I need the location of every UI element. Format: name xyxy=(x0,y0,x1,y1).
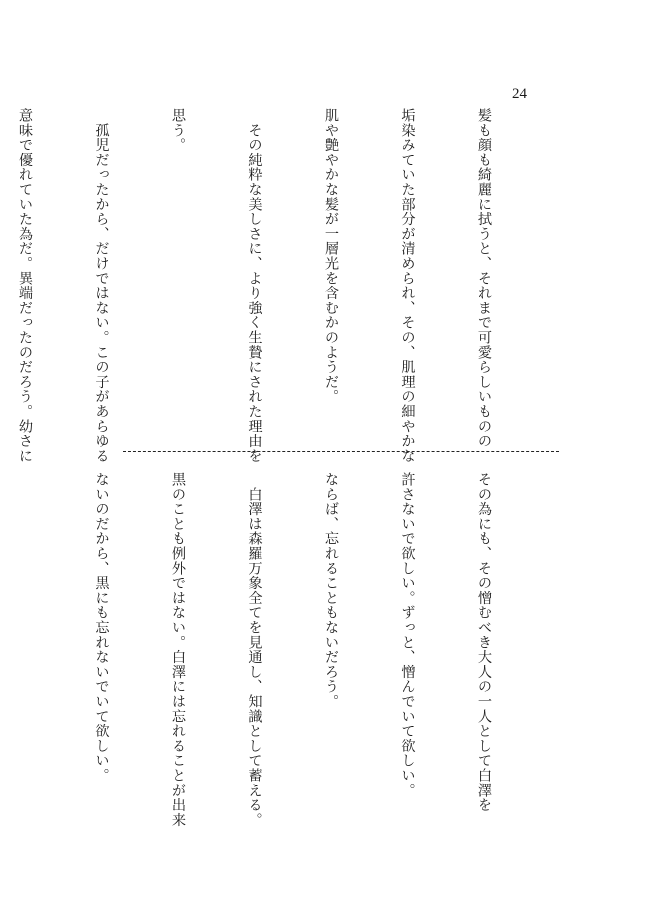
text-line: ならば、忘れることもないだろう。 xyxy=(323,472,339,709)
section-divider xyxy=(123,451,559,452)
text-line: 黒のことも例外ではない。白澤には忘れることが出来 xyxy=(170,472,186,828)
page-number: 24 xyxy=(512,86,527,102)
text-line: 許さないで欲しい。ずっと、憎んでいて欲しい。 xyxy=(399,472,416,798)
text-line: 孤児だったから、だけではない。この子があらゆる xyxy=(93,108,110,464)
text-line: 肌や艶やかな髪が一層光を含むかのようだ。 xyxy=(323,108,339,404)
text-line: 垢染みていた部分が清められ、その、肌理の細やかな xyxy=(399,108,416,464)
text-line: 意味で優れていた為だ。異端だったのだろう。幼さに xyxy=(17,108,33,464)
text-line: 思う。 xyxy=(170,108,186,153)
text-line: 髪も顔も綺麗に拭うと、それまで可愛らしいものの xyxy=(476,108,492,449)
text-line: 白澤は森羅万象全てを見通し、知識として蓄える。 xyxy=(246,472,263,828)
bottom-text-block xyxy=(0,472,547,828)
text-line: その為にも、その憎むべき大人の一人として白澤を xyxy=(476,472,492,813)
text-line: その純粋な美しさに、より強く生贄にされた理由を xyxy=(246,108,263,464)
text-line: ないのだから、黒にも忘れないでいて欲しい。 xyxy=(93,472,110,783)
top-text-block xyxy=(0,108,547,464)
